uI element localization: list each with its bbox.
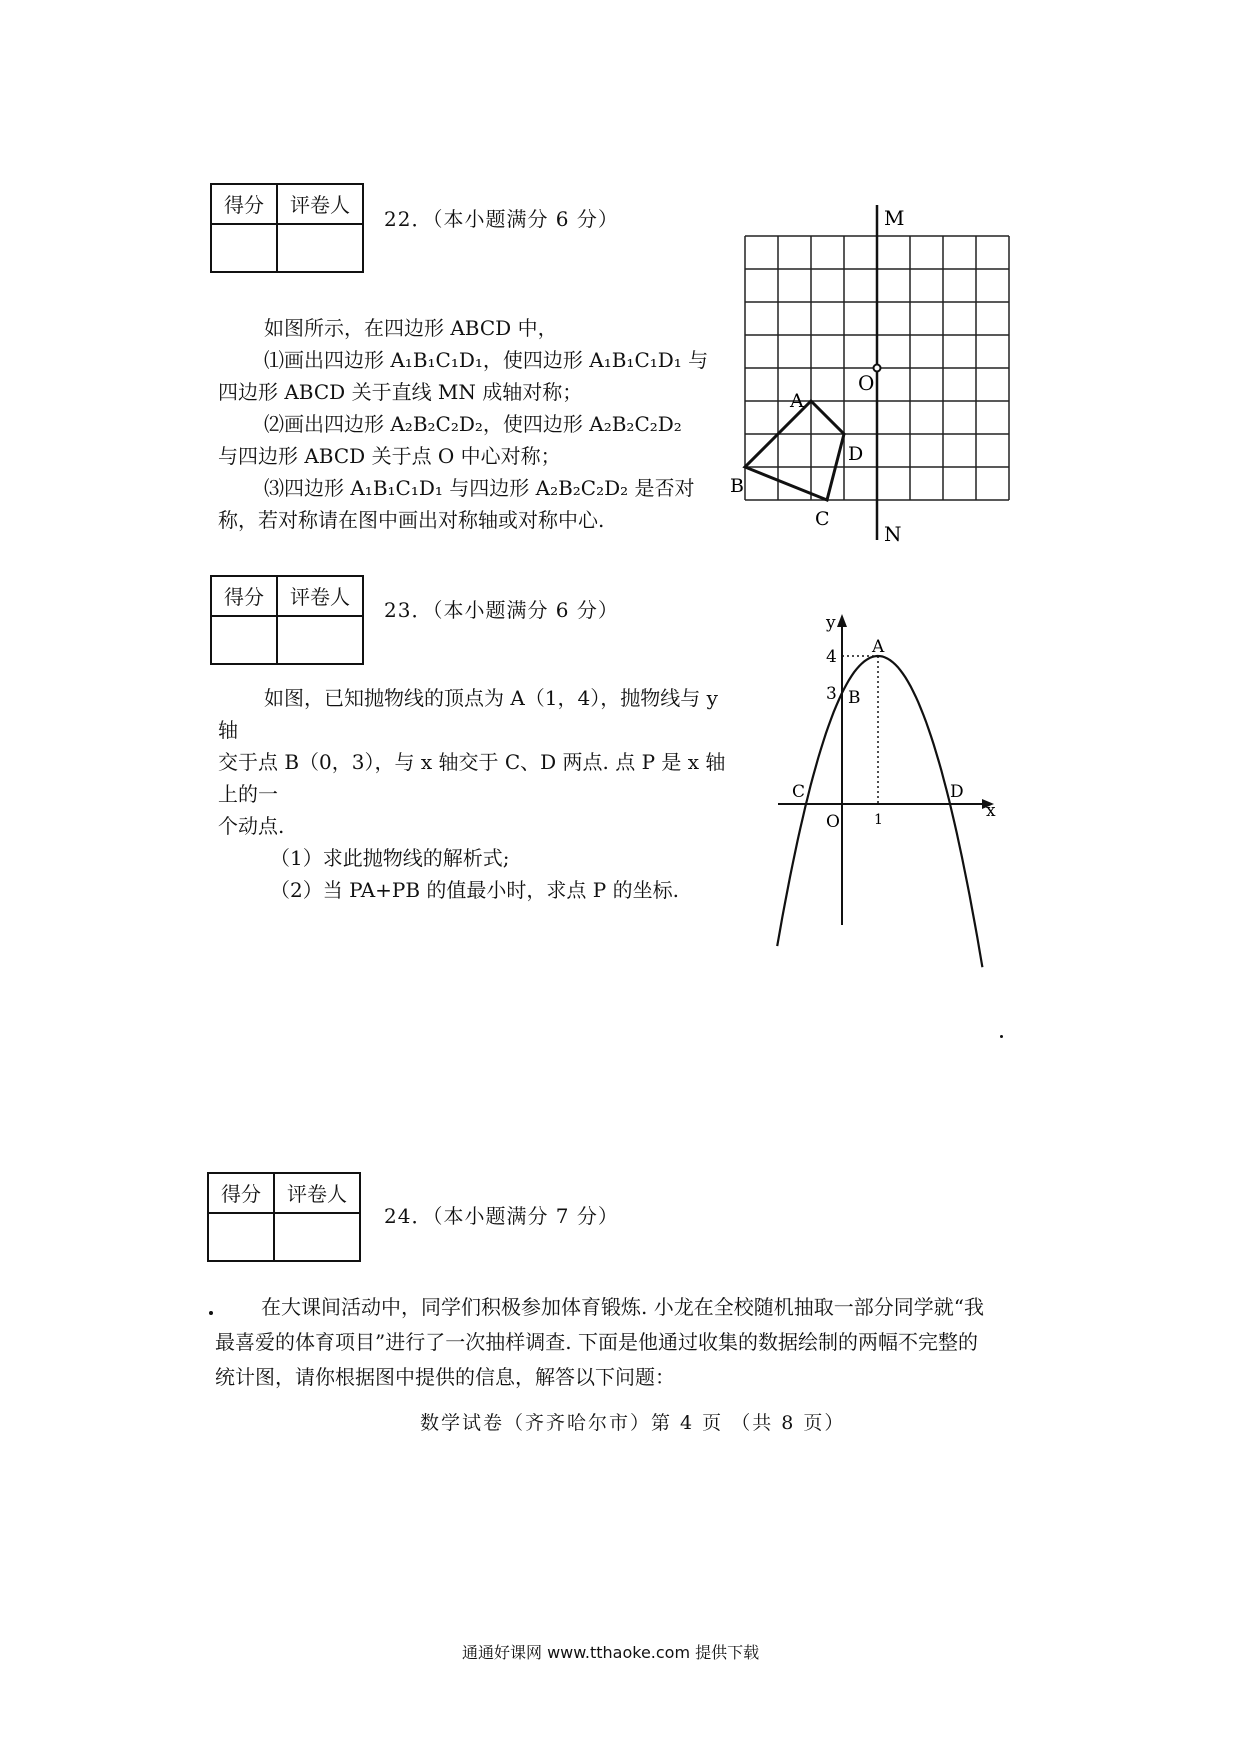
label-a: A xyxy=(790,390,804,412)
label-b: B xyxy=(730,475,744,497)
label-origin: O xyxy=(826,812,840,832)
q24-line: 统计图，请你根据图中提供的信息，解答以下问题： xyxy=(215,1365,675,1389)
scan-dot xyxy=(1000,1035,1003,1038)
scan-dot xyxy=(209,1311,213,1315)
label-vertex-a: A xyxy=(872,637,885,657)
site-credit: 通通好课网 www.tthaoke.com 提供下载 xyxy=(462,1643,760,1662)
question-23-title: 23．（本小题满分 6 分） xyxy=(384,598,619,622)
label-n: N xyxy=(884,522,902,546)
q22-line: 如图所示，在四边形 ABCD 中， xyxy=(264,316,558,340)
label-m: M xyxy=(884,206,905,230)
q22-line: ⑴画出四边形 A₁B₁C₁D₁，使四边形 A₁B₁C₁D₁ 与 xyxy=(264,348,709,372)
grader-label: 评卷人 xyxy=(290,585,350,609)
q23-line: 交于点 B（0，3），与 x 轴交于 C、D 两点. 点 P 是 x 轴上的一 xyxy=(218,750,726,806)
q23-line: 个动点. xyxy=(218,814,285,838)
label-y: y xyxy=(826,613,836,633)
score-box-24 xyxy=(207,1172,361,1262)
score-label: 得分 xyxy=(224,585,264,609)
question-22-title: 22．（本小题满分 6 分） xyxy=(384,207,619,231)
question-24-title: 24．（本小题满分 7 分） xyxy=(384,1204,619,1228)
q23-line: （2）当 PA+PB 的值最小时，求点 P 的坐标. xyxy=(270,878,679,902)
label-o: O xyxy=(858,371,875,395)
q24-line: 最喜爱的体育项目”进行了一次抽样调查. 下面是他通过收集的数据绘制的两幅不完整的 xyxy=(215,1330,978,1354)
score-label: 得分 xyxy=(224,193,264,217)
tick-3: 3 xyxy=(826,684,837,704)
y-axis-arrow xyxy=(837,614,847,627)
label-c: C xyxy=(815,508,830,530)
grader-label: 评卷人 xyxy=(287,1182,347,1206)
label-d: D xyxy=(848,443,864,465)
q24-line: 在大课间活动中，同学们积极参加体育锻炼. 小龙在全校随机抽取一部分同学就“我 xyxy=(261,1295,984,1319)
label-x: x xyxy=(986,801,996,821)
tick-1: 1 xyxy=(874,812,883,828)
q23-line: 如图，已知抛物线的顶点为 A（1，4），抛物线与 y 轴 xyxy=(218,686,718,742)
q22-line: 四边形 ABCD 关于直线 MN 成轴对称； xyxy=(218,380,583,404)
label-c: C xyxy=(792,782,806,802)
tick-4: 4 xyxy=(826,647,837,667)
question-24-text xyxy=(215,1290,1035,1395)
page-footer: 数学试卷（齐齐哈尔市）第 4 页 （共 8 页） xyxy=(420,1412,846,1434)
q22-line: ⑵画出四边形 A₂B₂C₂D₂，使四边形 A₂B₂C₂D₂ xyxy=(264,412,682,436)
score-label: 得分 xyxy=(221,1182,261,1206)
q22-line: ⑶四边形 A₁B₁C₁D₁ 与四边形 A₂B₂C₂D₂ 是否对 xyxy=(264,476,695,500)
q23-line: （1）求此抛物线的解析式; xyxy=(270,846,510,870)
grader-label: 评卷人 xyxy=(290,193,350,217)
label-d: D xyxy=(950,782,964,802)
q22-line: 称，若对称请在图中画出对称轴或对称中心. xyxy=(218,508,605,532)
q22-line: 与四边形 ABCD 关于点 O 中心对称； xyxy=(218,444,561,468)
label-b: B xyxy=(848,688,861,708)
